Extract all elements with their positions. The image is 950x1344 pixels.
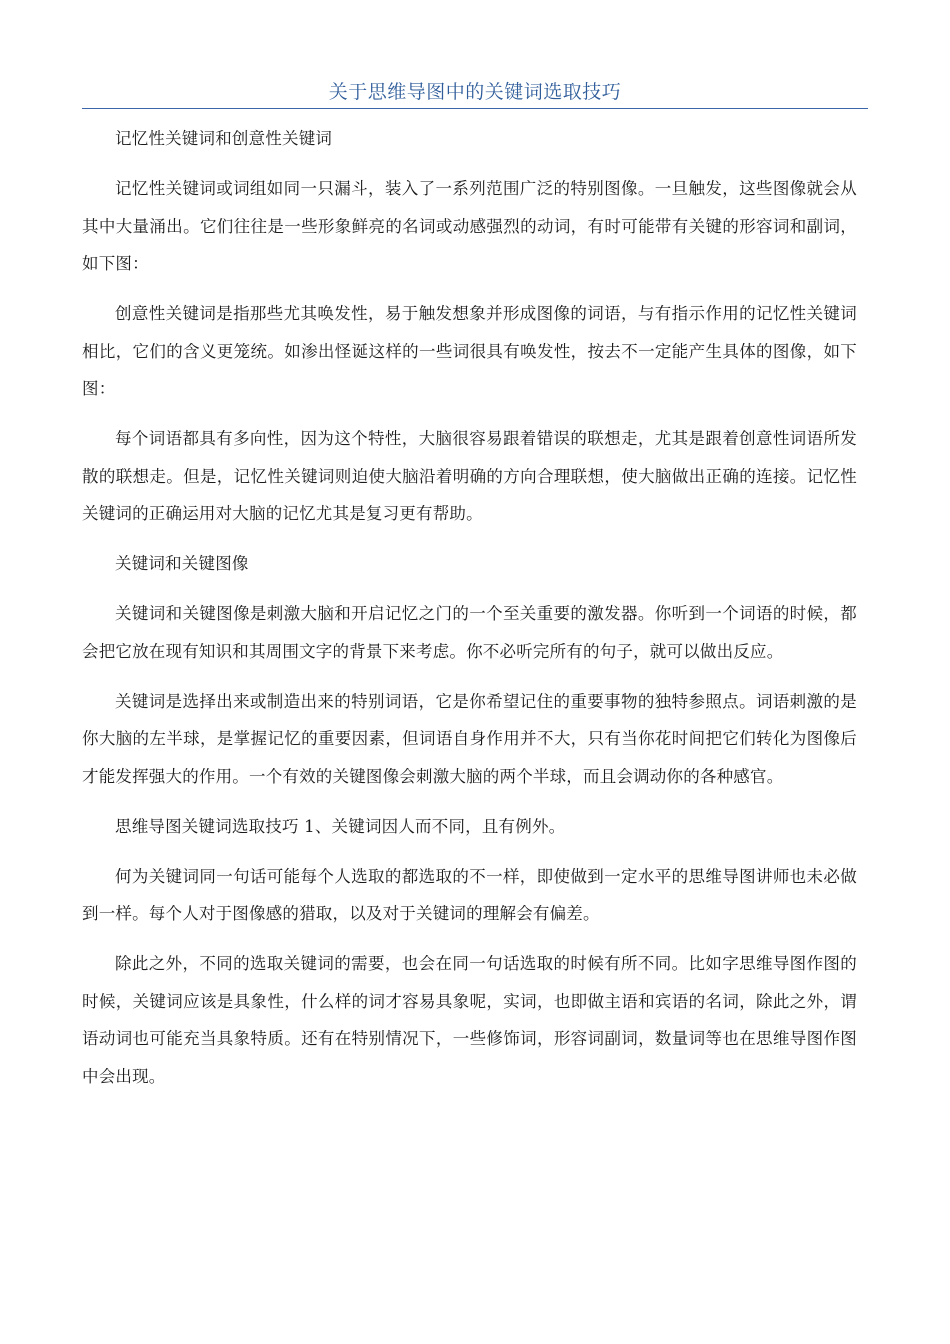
paragraph-keyword-definition: 关键词是选择出来或制造出来的特别词语，它是你希望记住的重要事物的独特参照点。词语刺激的是你大脑的左半球，是掌握记忆的重要因素，但词语自身作用并不大，只有当你花时间把它们转化为图像后才能发挥强大的作用。一个有效的关键图像会刺激大脑的两个半球，而且会调动你的各种感官。 — [82, 691, 857, 786]
paragraph-tip-1: 思维导图关键词选取技巧 1、关键词因人而不同，且有例外。 — [115, 816, 566, 836]
paragraph-memory-keywords: 记忆性关键词或词组如同一只漏斗，装入了一系列范围广泛的特别图像。一旦触发，这些图像就会从其中大量涌出。它们往往是一些形象鲜亮的名词或动感强烈的动词，有时可能带有关键的形容词和副词，如下图： — [82, 179, 857, 273]
section-heading-memory-creative: 记忆性关键词和创意性关键词 — [115, 129, 333, 148]
document-title: 关于思维导图中的关键词选取技巧 — [328, 81, 622, 103]
section-heading-keywords-images: 关键词和关键图像 — [115, 554, 249, 573]
page-header — [82, 78, 868, 110]
document-body — [82, 120, 857, 1095]
paragraph-keyword-variation: 何为关键词同一句话可能每个人选取的都选取的不一样，即使做到一定水平的思维导图讲师也未必做到一样。每个人对于图像感的猎取，以及对于关键词的理解会有偏差。 — [82, 866, 857, 923]
header-divider — [82, 108, 868, 109]
paragraph-key-images-trigger: 关键词和关键图像是刺激大脑和开启记忆之门的一个至关重要的激发器。你听到一个词语的时候，都会把它放在现有知识和其周围文字的背景下来考虑。你不必听完所有的句子，就可以做出反应。 — [82, 604, 857, 661]
paragraph-multidirectional: 每个词语都具有多向性，因为这个特性，大脑很容易跟着错误的联想走，尤其是跟着创意性词语所发散的联想走。但是，记忆性关键词则迫使大脑沿着明确的方向合理联想，使大脑做出正确的连接。记忆性关键词的正确运用对大脑的记忆尤其是复习更有帮助。 — [82, 429, 857, 523]
paragraph-creative-keywords: 创意性关键词是指那些尤其唤发性，易于触发想象并形成图像的词语，与有指示作用的记忆性关键词相比，它们的含义更笼统。如渗出怪诞这样的一些词很具有唤发性，按去不一定能产生具体的图像，如下图： — [82, 304, 857, 398]
paragraph-keyword-needs: 除此之外，不同的选取关键词的需要，也会在同一句话选取的时候有所不同。比如字思维导图作图的时候，关键词应该是具象性，什么样的词才容易具象呢，实词，也即做主语和宾语的名词，除此之外，谓语动词也可能充当具象特质。还有在特别情况下，一些修饰词，形容词副词，数量词等也在思维导图作图中会出现。 — [82, 954, 857, 1086]
